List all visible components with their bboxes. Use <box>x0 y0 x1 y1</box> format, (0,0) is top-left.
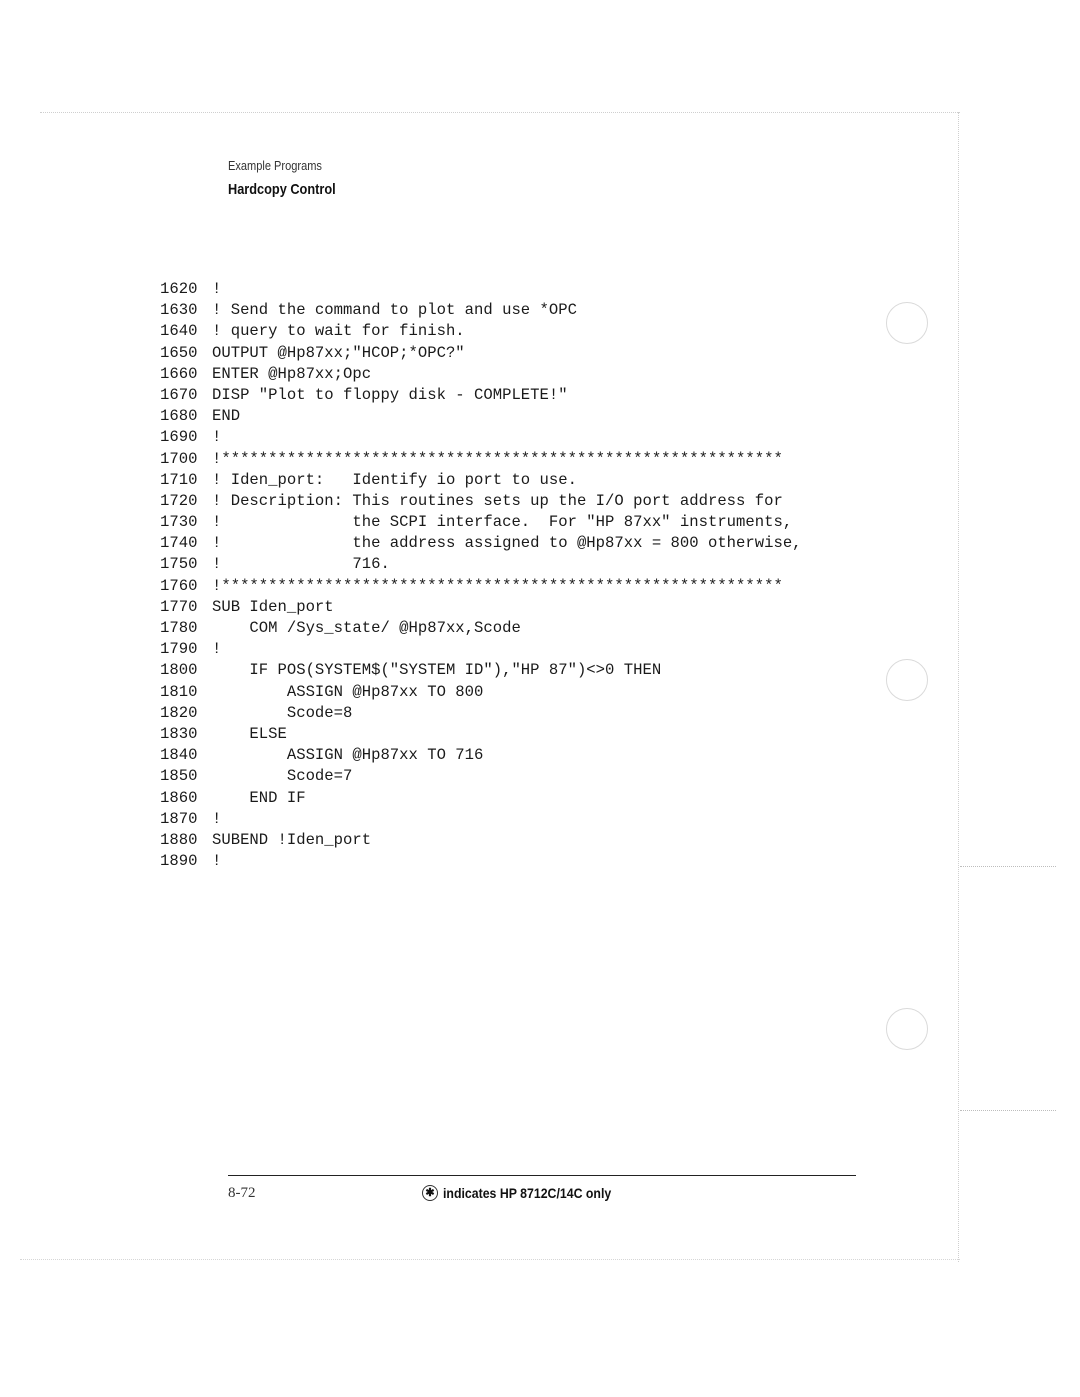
code-text: ! <box>212 280 222 298</box>
code-text: Scode=8 <box>212 703 353 722</box>
code-line <box>160 682 802 703</box>
line-number: 1850 <box>160 767 198 786</box>
code-text: ! query to wait for finish. <box>212 322 465 341</box>
code-text: END <box>212 407 241 426</box>
code-line <box>160 449 802 470</box>
code-text: Scode=7 <box>212 767 353 786</box>
line-number: 1800 <box>160 661 198 680</box>
code-text: SUBEND !Iden_port <box>212 830 372 849</box>
code-line <box>160 300 802 321</box>
code-line <box>160 745 802 766</box>
asterisk-circle-icon: ✱ <box>422 1185 438 1201</box>
binder-hole <box>886 302 928 344</box>
code-line <box>160 703 802 724</box>
code-text: OUTPUT @Hp87xx;"HCOP;*OPC?" <box>212 343 465 362</box>
code-line <box>160 830 802 851</box>
line-number: 1690 <box>160 428 198 447</box>
line-number: 1810 <box>160 682 198 701</box>
line-number: 1710 <box>160 470 198 489</box>
code-line <box>160 809 802 830</box>
code-text: !************************************************************ <box>212 576 783 595</box>
code-text: ! Send the command to plot and use *OPC <box>212 301 577 320</box>
code-text: ! <box>212 852 222 871</box>
code-text: ! Description: This routines sets up the I/O port address for <box>212 491 783 510</box>
line-number: 1760 <box>160 576 198 595</box>
page-border-top <box>40 112 960 113</box>
section-label: Example Programs <box>228 158 322 173</box>
line-number: 1830 <box>160 724 198 743</box>
code-line <box>160 639 802 660</box>
page-number: 8-72 <box>228 1185 256 1201</box>
line-number: 1870 <box>160 809 198 828</box>
binder-hole <box>886 659 928 701</box>
page-title: Hardcopy Control <box>228 181 336 198</box>
code-text: END IF <box>212 788 306 807</box>
line-number: 1790 <box>160 640 198 659</box>
code-text: ! <box>212 640 222 659</box>
code-line <box>160 385 802 406</box>
code-line <box>160 533 802 554</box>
code-line <box>160 491 802 512</box>
line-number: 1820 <box>160 703 198 722</box>
code-line <box>160 554 802 575</box>
code-text: DISP "Plot to floppy disk - COMPLETE!" <box>212 385 568 404</box>
code-text: IF POS(SYSTEM$("SYSTEM ID"),"HP 87")<>0 THEN <box>212 661 662 680</box>
code-line <box>160 766 802 787</box>
code-line <box>160 427 802 448</box>
code-text: ! <box>212 809 222 828</box>
code-text: ASSIGN @Hp87xx TO 716 <box>212 746 484 765</box>
line-number: 1840 <box>160 746 198 765</box>
code-line <box>160 618 802 639</box>
line-number: 1680 <box>160 407 198 426</box>
code-line <box>160 851 802 872</box>
page-border-right <box>958 112 959 1262</box>
code-text: ! the address assigned to @Hp87xx = 800 otherwise, <box>212 534 802 553</box>
code-text: COM /Sys_state/ @Hp87xx,Scode <box>212 619 521 637</box>
code-text: ! Iden_port: Identify io port to use. <box>212 470 577 489</box>
footer-rule <box>228 1175 856 1176</box>
binder-hole <box>886 1008 928 1050</box>
code-line <box>160 321 802 342</box>
line-number: 1860 <box>160 788 198 807</box>
line-number: 1750 <box>160 555 198 574</box>
line-number: 1640 <box>160 322 198 341</box>
code-line <box>160 660 802 681</box>
code-line <box>160 470 802 491</box>
code-text: ! 716. <box>212 555 390 574</box>
code-text: SUB Iden_port <box>212 597 334 616</box>
code-text: ASSIGN @Hp87xx TO 800 <box>212 682 484 701</box>
page-border-bottom <box>20 1259 960 1260</box>
line-number: 1700 <box>160 449 198 468</box>
code-text: ENTER @Hp87xx;Opc <box>212 364 372 383</box>
line-number: 1650 <box>160 343 198 362</box>
code-line <box>160 512 802 533</box>
line-number: 1620 <box>160 280 198 298</box>
code-line <box>160 597 802 618</box>
line-number: 1720 <box>160 491 198 510</box>
code-text: ! <box>212 428 222 447</box>
footer-note <box>422 1185 634 1201</box>
line-number: 1730 <box>160 513 198 532</box>
code-line <box>160 406 802 427</box>
code-line <box>160 364 802 385</box>
line-number: 1740 <box>160 534 198 553</box>
code-text: ELSE <box>212 724 287 743</box>
code-text: ! the SCPI interface. For "HP 87xx" instruments, <box>212 513 793 532</box>
line-number: 1630 <box>160 301 198 320</box>
margin-tick <box>960 866 1056 867</box>
code-listing <box>160 279 802 872</box>
line-number: 1770 <box>160 597 198 616</box>
code-line <box>160 724 802 745</box>
code-line <box>160 279 802 300</box>
code-line <box>160 343 802 364</box>
code-line <box>160 788 802 809</box>
code-text: !************************************************************ <box>212 449 783 468</box>
line-number: 1880 <box>160 830 198 849</box>
line-number: 1660 <box>160 364 198 383</box>
line-number: 1890 <box>160 852 198 871</box>
code-line <box>160 576 802 597</box>
footer-note-text: indicates HP 8712C/14C only <box>443 1185 612 1201</box>
margin-tick <box>960 1110 1056 1111</box>
line-number: 1670 <box>160 385 198 404</box>
line-number: 1780 <box>160 619 198 637</box>
